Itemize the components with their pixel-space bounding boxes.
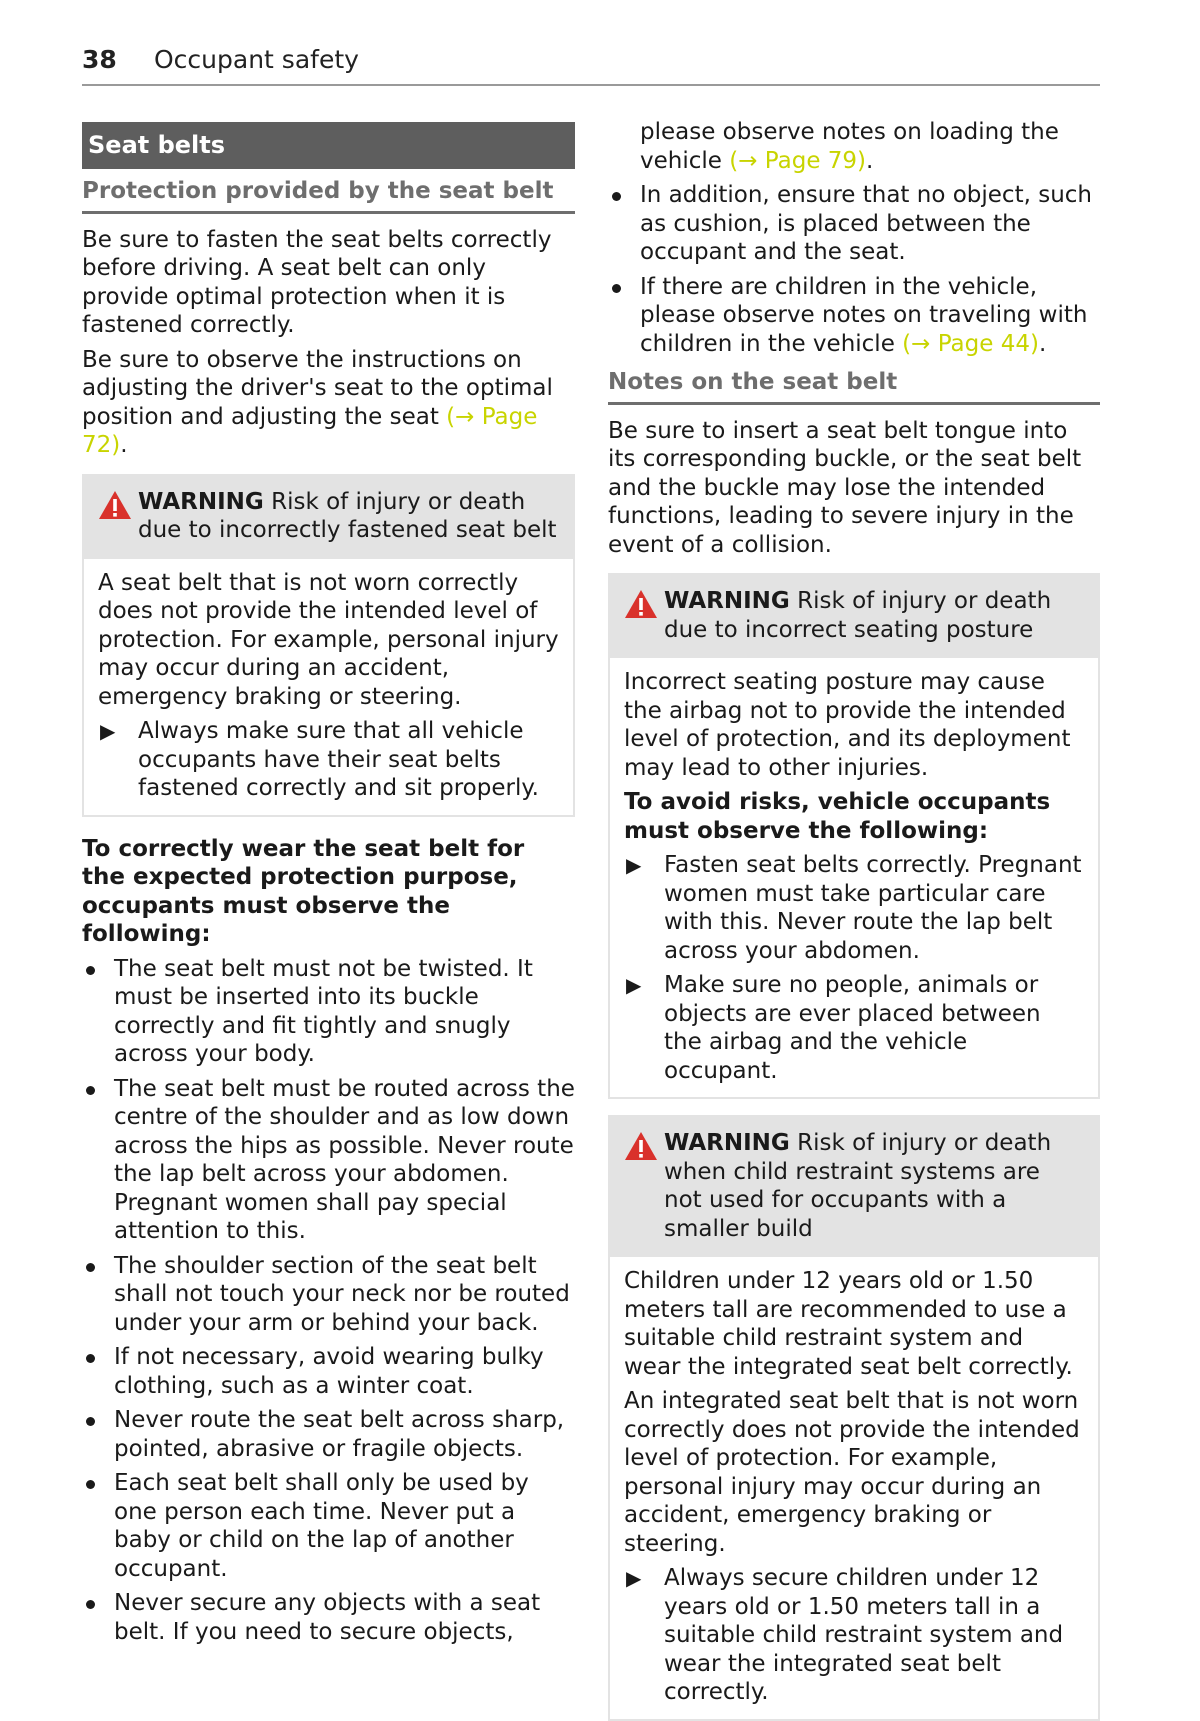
list-item-text: If there are children in the vehicle, please observe notes on traveling with children in the vehicle (640, 273, 1088, 357)
warning-triangle-icon (624, 1131, 658, 1161)
subheading-notes: Notes on the seat belt (608, 360, 1100, 405)
right-column (608, 118, 1100, 1721)
continued-text-body: please observe notes on loading the vehicle (640, 119, 1059, 174)
warning-text: An integrated seat belt that is not worn correctly does not provide the intended level of protection. For example, personal injury may occur during an accident, emergency braking or steering. (624, 1388, 1080, 1557)
left-column (82, 122, 575, 1646)
list-item-text: In addition, ensure that no object, such as cushion, is placed between the occupant and the seat. (640, 182, 1092, 265)
warning-action-text: Always secure children under 12 years old or 1.50 meters tall in a suitable child restraint system and wear the integrated seat belt correctly. (664, 1565, 1064, 1705)
arrow-icon: ▶ (626, 1566, 642, 1590)
warning-action-list (624, 851, 1084, 1085)
chapter-title: Occupant safety (154, 45, 359, 74)
warning-subheading: To avoid risks, vehicle occupants must observe the following: (624, 789, 1051, 844)
warning-header (610, 575, 1098, 658)
right-bullet-list (608, 181, 1100, 358)
warning-action-text: Make sure no people, animals or objects are ever placed between the airbag and the vehicle occupant. (664, 972, 1041, 1084)
paragraph-adjust-text: Be sure to observe the instructions on adjusting the driver's seat to the optimal position and adjusting the seat (82, 346, 553, 430)
page-link-44[interactable]: (→ Page 44) (902, 330, 1039, 357)
warning-action (624, 971, 1084, 1085)
paragraph-fasten: Be sure to fasten the seat belts correctly before driving. A seat belt can only provide optimal protection when it is fastened correctly. (82, 226, 552, 338)
warning-body (610, 658, 1098, 1097)
warning-label: WARNING (138, 488, 264, 515)
list-item: The seat belt must be routed across the centre of the shoulder and as low down across the hips as possible. Never route the lap belt across your abdomen. Pregnant women shall pay special attention to this. (82, 1075, 575, 1246)
warning-box-child-restraint (608, 1115, 1100, 1721)
list-item: Each seat belt shall only be used by one person each time. Never put a baby or child on the lap of another occupant. (82, 1469, 575, 1583)
warning-action-list (624, 1564, 1084, 1707)
list-item: Never secure any objects with a seat belt. If you need to secure objects, (82, 1589, 575, 1646)
warning-action (624, 851, 1084, 965)
list-item (608, 181, 1100, 267)
continued-text: please observe notes on loading the vehicle (→ Page 79). (640, 119, 1059, 174)
warning-title: Risk of injury or death when child restraint systems are not used for occupants with a smaller build (664, 1130, 1052, 1242)
page-number: 38 (82, 45, 117, 74)
warning-text: Children under 12 years old or 1.50 meters tall are recommended to use a suitable child restraint system and wear the integrated seat belt correctly. (624, 1268, 1073, 1380)
warning-action-text: Fasten seat belts correctly. Pregnant women must take particular care with this. Never route the lap belt across your abdomen. (664, 852, 1082, 964)
warning-action (98, 717, 559, 803)
paragraph-buckle: Be sure to insert a seat belt tongue into its corresponding buckle, or the seat belt and the buckle may lose the intended functions, leading to severe injury in the event of a collision. (608, 417, 1082, 558)
arrow-icon: ▶ (626, 853, 642, 877)
list-item: If there are children in the vehicle, please observe notes on traveling with children in the vehicle (→ Page 44). (608, 273, 1100, 359)
seat-belt-rules-list (82, 955, 575, 1647)
paragraph-adjust: Be sure to observe the instructions on adjusting the driver's seat to the optimal position and adjusting the seat (→ Page 72). (82, 346, 553, 458)
list-heading: To correctly wear the seat belt for the expected protection purpose, occupants must observe the following: (82, 835, 525, 947)
page-link-79[interactable]: (→ Page 79) (729, 147, 867, 174)
list-item: Never route the seat belt across sharp, pointed, abrasive or fragile objects. (82, 1406, 575, 1463)
list-item: The shoulder section of the seat belt shall not touch your neck nor be routed under your arm or behind your back. (82, 1252, 575, 1338)
warning-action (624, 1564, 1084, 1707)
warning-action-list (98, 717, 559, 803)
arrow-icon: ▶ (100, 719, 116, 743)
warning-title: Risk of injury or death due to incorrectly fastened seat belt (138, 488, 557, 543)
page-header (82, 44, 1100, 86)
warning-header (610, 1117, 1098, 1257)
page-link-72[interactable]: (→ Page 72) (82, 403, 538, 458)
warning-label: WARNING (664, 1130, 790, 1156)
warning-text: Incorrect seating posture may cause the airbag not to provide the intended level of protection, and its deployment may lead to other injuries. (624, 669, 1071, 781)
warning-box-posture (608, 573, 1100, 1099)
list-item: If not necessary, avoid wearing bulky clothing, such as a winter coat. (82, 1343, 575, 1400)
warning-triangle-icon (624, 589, 658, 619)
arrow-icon: ▶ (626, 973, 642, 997)
warning-box-seat-belt (82, 474, 575, 817)
section-title: Seat belts (82, 122, 575, 169)
warning-action-text: Always make sure that all vehicle occupants have their seat belts fastened correctly and sit properly. (138, 718, 539, 801)
subheading-protection: Protection provided by the seat belt (82, 169, 575, 214)
list-item: The seat belt must not be twisted. It must be inserted into its buckle correctly and fit tightly and snugly across your body. (82, 955, 575, 1069)
warning-body (84, 559, 573, 815)
warning-text: A seat belt that is not worn correctly does not provide the intended level of protection. For example, personal injury may occur during an accident, emergency braking or steering. (98, 569, 559, 710)
warning-label: WARNING (664, 588, 790, 614)
warning-triangle-icon (98, 490, 132, 520)
warning-body (610, 1257, 1098, 1719)
warning-title: Risk of injury or death due to incorrect seating posture (664, 588, 1052, 643)
warning-header (84, 476, 573, 559)
